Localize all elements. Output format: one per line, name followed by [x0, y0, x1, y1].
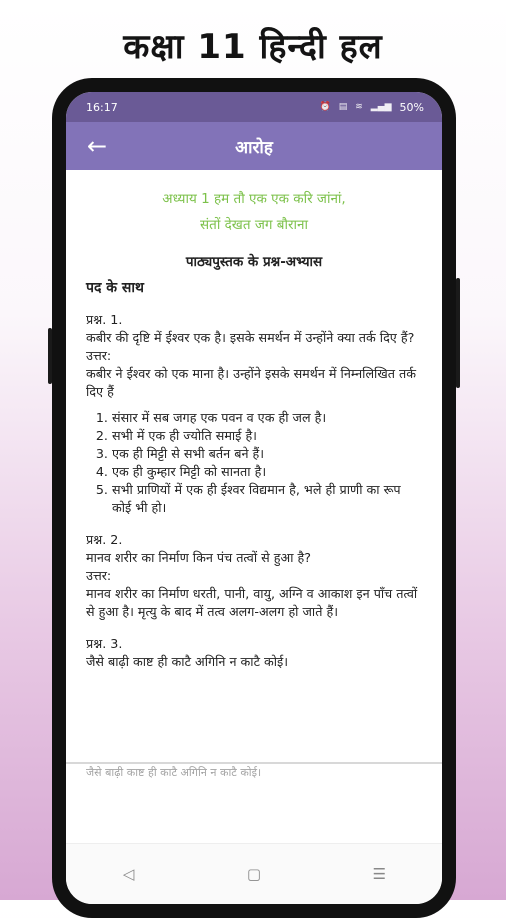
answer-text: कबीर ने ईश्वर को एक माना है। उन्होंने इसके समर्थन में निम्नलिखित तर्क दिए हैं — [86, 366, 416, 399]
page-title: आरोह — [235, 137, 273, 158]
signal-icon: ▂▄▆ — [370, 102, 392, 112]
app-screen — [66, 92, 442, 904]
section-title: पाठ्यपुस्तक के प्रश्न-अभ्यास — [185, 254, 323, 270]
answer-points — [86, 409, 422, 517]
wifi-icon: ≋ — [355, 102, 363, 112]
question-text: मानव शरीर का निर्माण किन पंच तत्वों से हुआ है? — [86, 550, 311, 565]
list-item: 1. संसार में सब जगह एक पवन व एक ही जल है। — [112, 409, 422, 427]
nav-home-icon[interactable]: ▢ — [246, 865, 262, 883]
data-speed-icon: ▤ — [338, 102, 348, 112]
alarm-icon: ⏰ — [319, 102, 331, 112]
arrow-left-icon[interactable]: ← — [86, 132, 108, 160]
question-label: प्रश्न. 2. — [86, 532, 123, 547]
answer-label: उत्तर: — [86, 568, 112, 583]
question-label: प्रश्न. 3. — [86, 636, 123, 651]
list-item: 3. एक ही मिट्टी से सभी बर्तन बने हैं। — [112, 445, 422, 463]
promo-headline: कक्षा 11 हिन्दी हल — [123, 27, 383, 67]
chapter-heading — [86, 186, 422, 238]
question-3 — [86, 635, 422, 671]
question-text: कबीर की दृष्टि में ईश्वर एक है। इसके समर्थन में उन्होंने क्या तर्क दिए हैं? — [86, 330, 415, 345]
system-nav-bar — [66, 843, 442, 904]
battery-level: 50% — [399, 100, 424, 114]
chapter-line-2: संतों देखत जग बौराना — [200, 217, 308, 233]
nav-menu-icon[interactable]: ☰ — [372, 865, 387, 883]
status-bar — [66, 92, 442, 122]
app-bar — [66, 122, 442, 170]
status-icons — [320, 101, 425, 114]
status-time: 16:17 — [86, 100, 118, 114]
subheading: पद के साथ — [86, 280, 144, 296]
question-label: प्रश्न. 1. — [86, 312, 123, 327]
question-text: जैसे बाढ़ी काष्ट ही काटै अगिनि न काटै कोई। — [86, 654, 289, 669]
nav-back-icon[interactable]: ◁ — [122, 865, 135, 883]
answer-label: उत्तर: — [86, 348, 112, 363]
list-item: 5. सभी प्राणियों में एक ही ईश्वर विद्यमान है, भले ही प्राणी का रूप कोई भी हो। — [112, 481, 422, 517]
power-button — [456, 278, 460, 388]
page-divider — [66, 762, 442, 764]
next-page-preview: जैसे बाढ़ी काष्ट ही काटै अगिनि न काटै कोई। — [86, 766, 262, 779]
phone-frame — [52, 78, 456, 918]
volume-button — [48, 328, 52, 384]
list-item: 2. सभी में एक ही ज्योति समाई है। — [112, 427, 422, 445]
chapter-line-1: अध्याय 1 हम तौ एक एक करि जांनां, — [162, 191, 346, 207]
question-1 — [86, 311, 422, 517]
list-item: 4. एक ही कुम्हार मिट्टी को सानता है। — [112, 463, 422, 481]
content-area[interactable] — [66, 170, 442, 844]
question-2 — [86, 531, 422, 621]
answer-text: मानव शरीर का निर्माण धरती, पानी, वायु, अग्नि व आकाश इन पाँच तत्वों से हुआ है। मृत्यु के बाद में तत्व अलग-अलग हो जाते हैं। — [86, 586, 418, 619]
